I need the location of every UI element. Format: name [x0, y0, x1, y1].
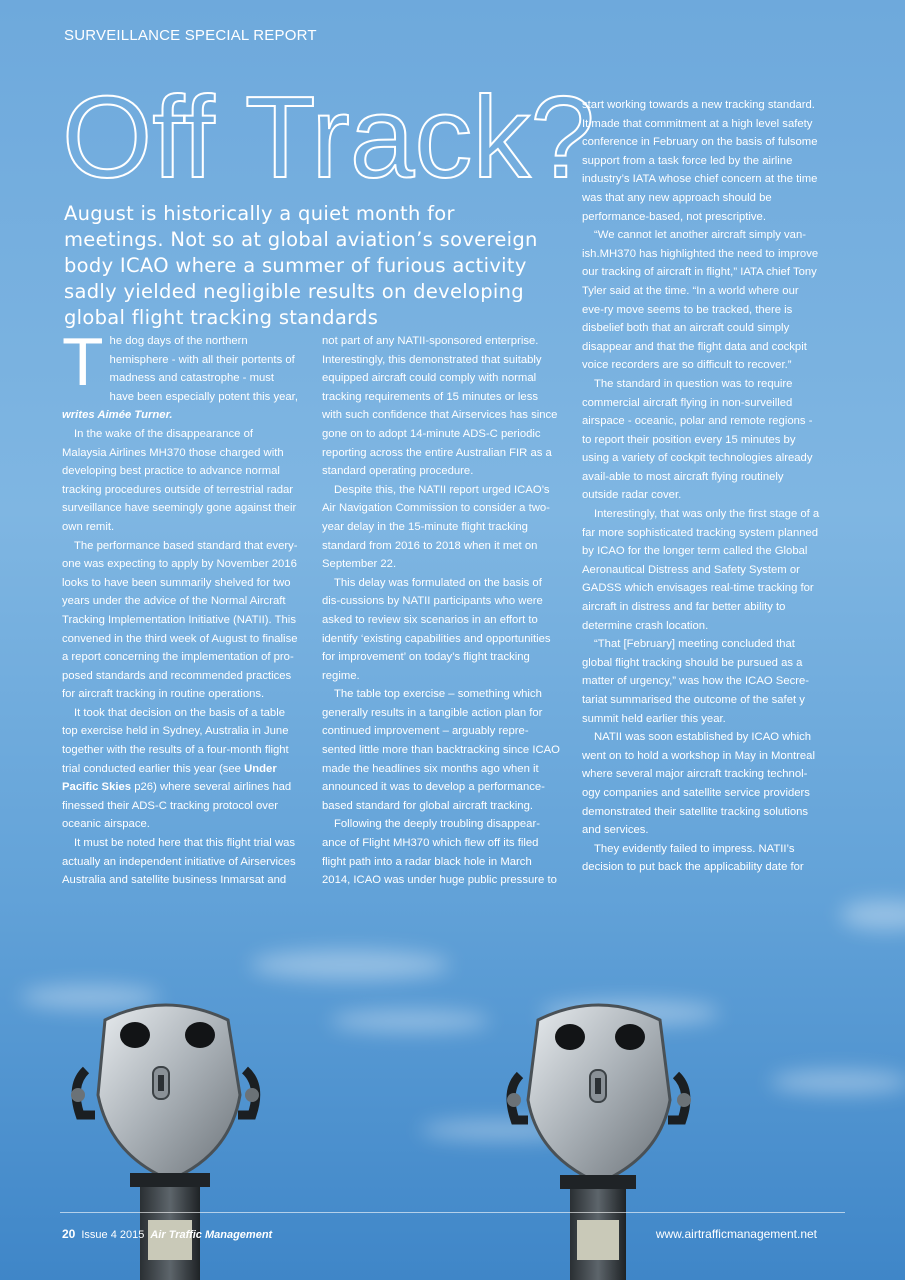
page-number: 20 [62, 1227, 76, 1241]
paragraph: not part of any NATII-sponsored enterprise. Interestingly, this demonstrated that suitably equipped aircraft could comply with normal tracking requirements of 15 minutes or less with such confidence that Airservices has since gone on to adopt 14-minute ADS-C periodic reporting across the entire Australian FIR as a standard operating procedure. [322, 335, 558, 478]
article-title: Off Track? [62, 72, 595, 202]
paragraph: They evidently failed to impress. NATII’s decision to put back the applicability date for [582, 842, 804, 874]
paragraph-text: p26) where several airlines had finessed their ADS-C tracking protocol over oceanic airspace. [62, 781, 292, 831]
paragraph: The performance based standard that every-one was expecting to apply by November 2016 looks to have been summarily shelved for two years under the advice of the Normal Aircraft Tracking Implementation Initiative (NATII). This convened in the third week of August to finalise a report concerning the implementation of pro-posed standards and recommended practices for aircraft tracking in routine operations. [62, 539, 298, 701]
paragraph: The standard in question was to require commercial aircraft flying in non-surveilled airspace - oceanic, polar and remote regions - to report their position every 15 minutes by using a variety of cockpit technologies already avail-able to most aircraft flying routinely outside radar cover. [582, 377, 813, 502]
article-standfirst: August is historically a quiet month for meetings. Not so at global aviation’s sovereign body ICAO where a summer of furious activity sadly yielded negligible results on developing global flight tracking standards [64, 202, 538, 329]
issue-label: Issue 4 2015 [81, 1229, 145, 1241]
paragraph: It must be noted here that this flight trial was actually an independent initiative of Airservices Australia and satellite business Inmarsat and [62, 837, 296, 887]
paragraph: NATII was soon established by ICAO which went on to hold a workshop in May in Montreal where several major aircraft tracking technol-ogy companies and satellite service providers demonstrated their satellite tracking solutions and services. [582, 731, 815, 837]
paragraph: start working towards a new tracking standard. It made that commitment at a high level safety conference in February on the basis of fulsome support from a task force led by the airline industry’s IATA whose chief concern at the time was that any new approach should be performance-based, not prescriptive. [582, 99, 818, 223]
cross-reference: Under Pacific Skies [62, 762, 277, 794]
byline: writes Aimée Turner. [62, 409, 173, 422]
lead-paragraph [62, 324, 300, 425]
article-column-1 [62, 324, 300, 890]
paragraph [62, 704, 300, 834]
website-url: www.airtrafficmanagement.net [655, 1227, 817, 1241]
paragraph-text: It took that decision on the basis of a table top exercise held in Sydney, Australia in June together with the results of a four-month flight trial conducted earlier this year (see [62, 706, 289, 775]
article-column-3 [582, 96, 820, 877]
section-label: SURVEILLANCE SPECIAL REPORT [64, 27, 317, 44]
paragraph: “That [February] meeting concluded that global flight tracking should be pursued as a matter of urgency,” was how the ICAO Secre-tariat summarised the outcome of the safet y summit held earlier this year. [582, 638, 810, 725]
paragraph: In the wake of the disappearance of Malaysia Airlines MH370 those charged with developing best practice to advance normal tracking procedures outside of terrestrial radar surveillance have seemingly gone against their own remit. [62, 427, 297, 533]
drop-cap: T [62, 324, 104, 400]
article-column-2 [322, 332, 560, 890]
paragraph: The table top exercise – something which generally results in a tangible action plan for continued improvement – arguably repre-sented little more than backtracking since ICAO made the headlines six months ago when it announced it was to develop a performance-based standard for global aircraft tracking. [322, 688, 560, 812]
paragraph: “We cannot let another aircraft simply van-ish.MH370 has highlighted the need to improve our tracking of aircraft in flight,” IATA chief Tony Tyler said at the time. “In a world where our eve-ry move seems to be tracked, there is disbelief both that an aircraft could simply disappear and that the flight data and cockpit voice recorders are so difficult to recover.” [582, 229, 819, 372]
footer-rule [60, 1212, 845, 1213]
magazine-name: Air Traffic Management [150, 1229, 273, 1241]
paragraph: This delay was formulated on the basis of dis-cussions by NATII participants who were asked to review six scenarios in an effort to identify ‘existing capabilities and opportunities for improvement’ on today’s flight tracking regime. [322, 576, 551, 682]
paragraph: Despite this, the NATII report urged ICAO’s Air Navigation Commission to consider a two-year delay in the 15-minute flight tracking standard from 2016 to 2018 when it met on September 22. [322, 483, 550, 571]
cloud [840, 900, 905, 930]
paragraph: Following the deeply troubling disappear-ance of Flight MH370 which flew off its filed flight path into a radar black hole in March 2014, ICAO was under huge public pressure to [322, 818, 557, 887]
footer-folio [62, 1227, 272, 1241]
paragraph: Interestingly, that was only the first stage of a far more sophisticated tracking system planned by ICAO for the longer term called the Global Aeronautical Distress and Safety System or GADSS which envisages real-time tracking for aircraft in distress and far better ability to determine crash location. [582, 508, 820, 632]
lead-text: he dog days of the northern hemisphere - with all their portents of madness and catastrophe - must have been especially potent this year, [109, 335, 298, 403]
